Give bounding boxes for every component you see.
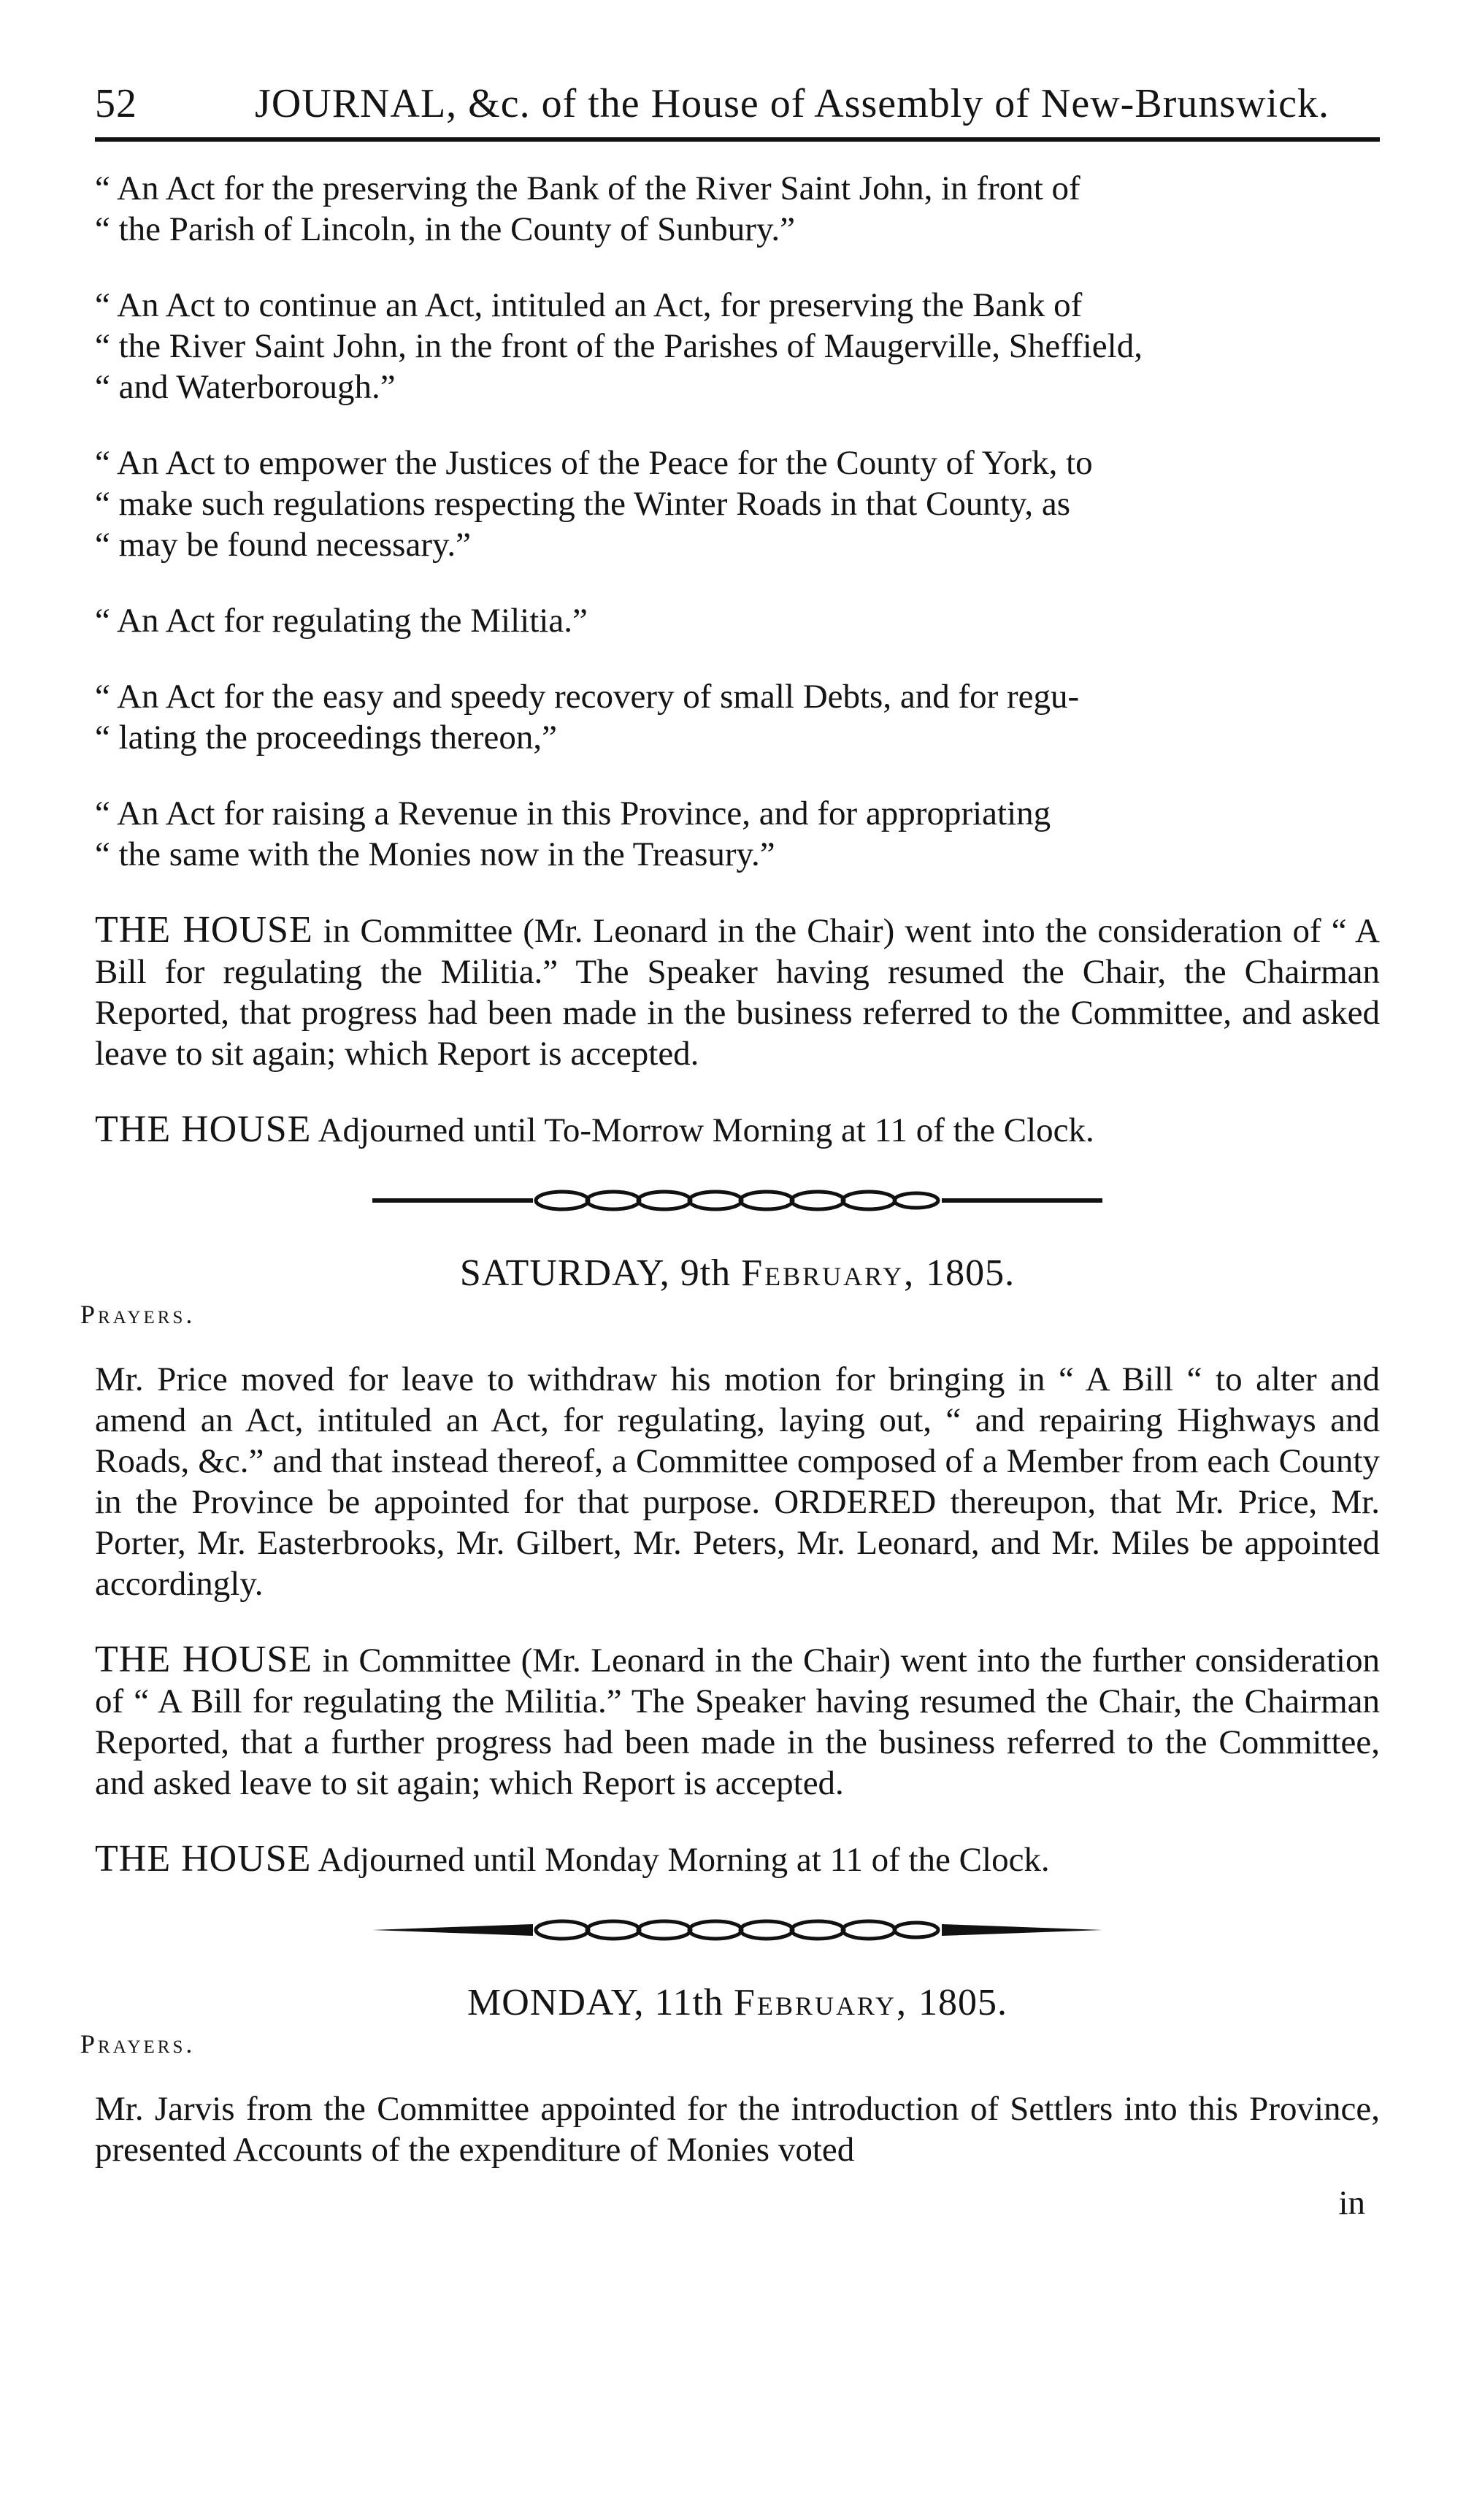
divider-ornament-icon xyxy=(372,1186,1102,1215)
running-title: JOURNAL, &c. of the House of Assembly of New-Brunswick. xyxy=(255,81,1329,126)
monday-heading: MONDAY, 11th February, 1805. xyxy=(467,1982,1007,2023)
adjournment-paragraph-1: THE HOUSE Adjourned until To-Morrow Morning at 11 of the Clock. xyxy=(95,1108,1094,1150)
price-motion-paragraph: Mr. Price moved for leave to withdraw his motion for bringing in “ A Bill “ to alter and amend an Act, intituled an Act, for regulating, laying out, “ and repairing Highways and Roads, &c.” and that instead thereof, a Committee composed of a Member from each County in the Province be appointed for that purpose. ORDERED thereupon, that Mr. Price, Mr. Porter, Mr. Easterbrooks, Mr. Gilbert, Mr. Peters, Mr. Leonard, and Mr. Miles be appointed accordingly. xyxy=(95,1360,1380,1603)
ornamental-divider xyxy=(95,1915,1380,1945)
act-entry: “ An Act to empower the Justices of the Peace for the County of York, to “ make such regulations respecting the Winter Roads in that County, as “ may be found necessary.” xyxy=(95,444,1093,564)
journal-page xyxy=(80,80,1380,2223)
act-entry: “ An Act to continue an Act, intituled an Act, for preserving the Bank of “ the River Saint John, in the front of the Parishes of Maugerville, Sheffield, “ and Waterborough.” xyxy=(95,286,1143,406)
acts-list xyxy=(95,168,1380,875)
page-header xyxy=(95,80,1380,137)
catchword: in xyxy=(1338,2184,1365,2222)
prayers-label: Prayers. xyxy=(80,2029,196,2058)
prayers-label: Prayers. xyxy=(80,1300,196,1329)
page-number: 52 xyxy=(95,81,137,126)
jarvis-paragraph: Mr. Jarvis from the Committee appointed for the introduction of Settlers into this Province, presented Accounts of the expenditure of Monies voted xyxy=(95,2090,1380,2169)
header-rule xyxy=(95,137,1380,142)
adjournment-paragraph-2: THE HOUSE Adjourned until Monday Morning at 11 of the Clock. xyxy=(95,1838,1050,1880)
act-entry: “ An Act for the preserving the Bank of the River Saint John, in front of “ the Parish of Lincoln, in the County of Sunbury.” xyxy=(95,169,1080,248)
act-entry: “ An Act for raising a Revenue in this Province, and for appropriating “ the same with the Monies now in the Treasury.” xyxy=(95,794,1051,873)
act-entry: “ An Act for the easy and speedy recovery of small Debts, and for regu- “ lating the proceedings thereon,” xyxy=(95,678,1080,757)
act-entry: “ An Act for regulating the Militia.” xyxy=(95,602,588,640)
ornamental-divider xyxy=(95,1186,1380,1215)
saturday-heading: SATURDAY, 9th February, 1805. xyxy=(459,1252,1016,1294)
committee-paragraph-1: THE HOUSE in Committee (Mr. Leonard in the Chair) went into the consideration of “ A Bill for regulating the Militia.” The Speaker having resumed the Chair, the Chairman Reported, that progress had been made in the business referred to the Committee, and asked leave to sit again; which Report is accepted. xyxy=(95,909,1380,1073)
divider-ornament-icon xyxy=(372,1915,1102,1945)
committee-paragraph-2: THE HOUSE in Committee (Mr. Leonard in the Chair) went into the further consideration of “ A Bill for regulating the Militia.” The Speaker having resumed the Chair, the Chairman Reported, that a further progress had been made in the business referred to the Committee, and asked leave to sit again; which Report is accepted. xyxy=(95,1639,1380,1802)
